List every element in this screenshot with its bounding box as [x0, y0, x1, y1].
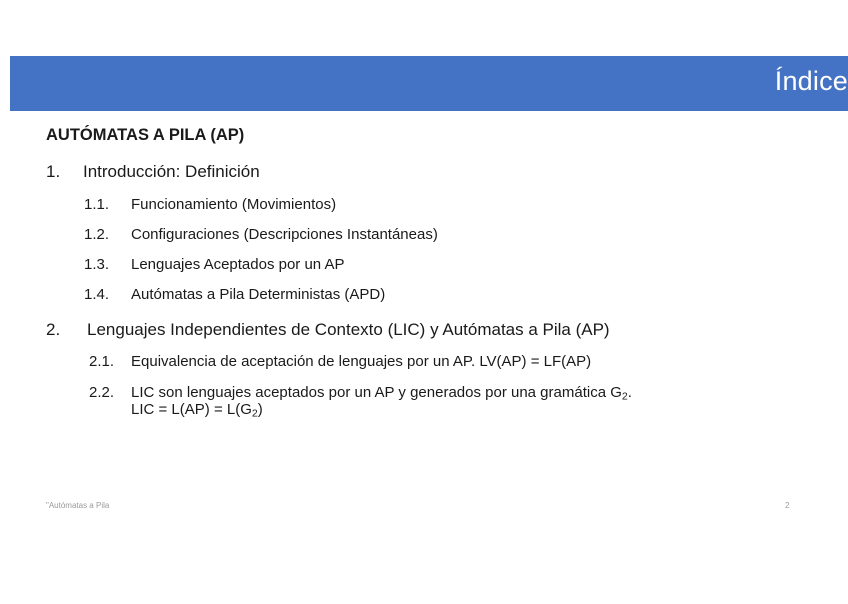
item-number: 2.: [46, 320, 61, 339]
item-number: 1.2.: [84, 226, 110, 243]
title-banner: [10, 56, 848, 111]
item-number: 2.2.: [89, 384, 115, 401]
page-number: 2: [785, 501, 790, 510]
item-text: Lenguajes Independientes de Contexto (LIC) y Autómatas a Pila (AP): [87, 320, 610, 339]
section-title: AUTÓMATAS A PILA (AP): [46, 126, 245, 144]
item-text-line2: LIC = $L(AP) = L(G_2)$: [131, 401, 263, 420]
item-text-line1: LIC son lenguajes aceptados por un AP y generados por una gramática $G_2$.: [131, 384, 632, 403]
item-text: Configuraciones (Descripciones Instantáneas): [131, 226, 438, 243]
item-number: 1.3.: [84, 256, 110, 273]
page-title: Índice: [774, 66, 848, 96]
item-number: 1.1.: [84, 196, 110, 213]
item-text: Introducción: Definición: [83, 162, 260, 181]
item-number: 1.: [46, 162, 61, 181]
item-number: 1.4.: [84, 286, 110, 303]
footer-text: "Autómatas a Pila: [46, 501, 110, 510]
item-text: Lenguajes Aceptados por un AP: [131, 256, 345, 273]
item-number: 2.1.: [89, 353, 115, 370]
item-text: Equivalencia de aceptación de lenguajes por un AP. LV(AP) = LF(AP): [131, 353, 592, 370]
item-text: [131, 384, 632, 418]
item-text: Funcionamiento (Movimientos): [131, 196, 337, 213]
item-text: Autómatas a Pila Deterministas (APD): [131, 286, 386, 303]
